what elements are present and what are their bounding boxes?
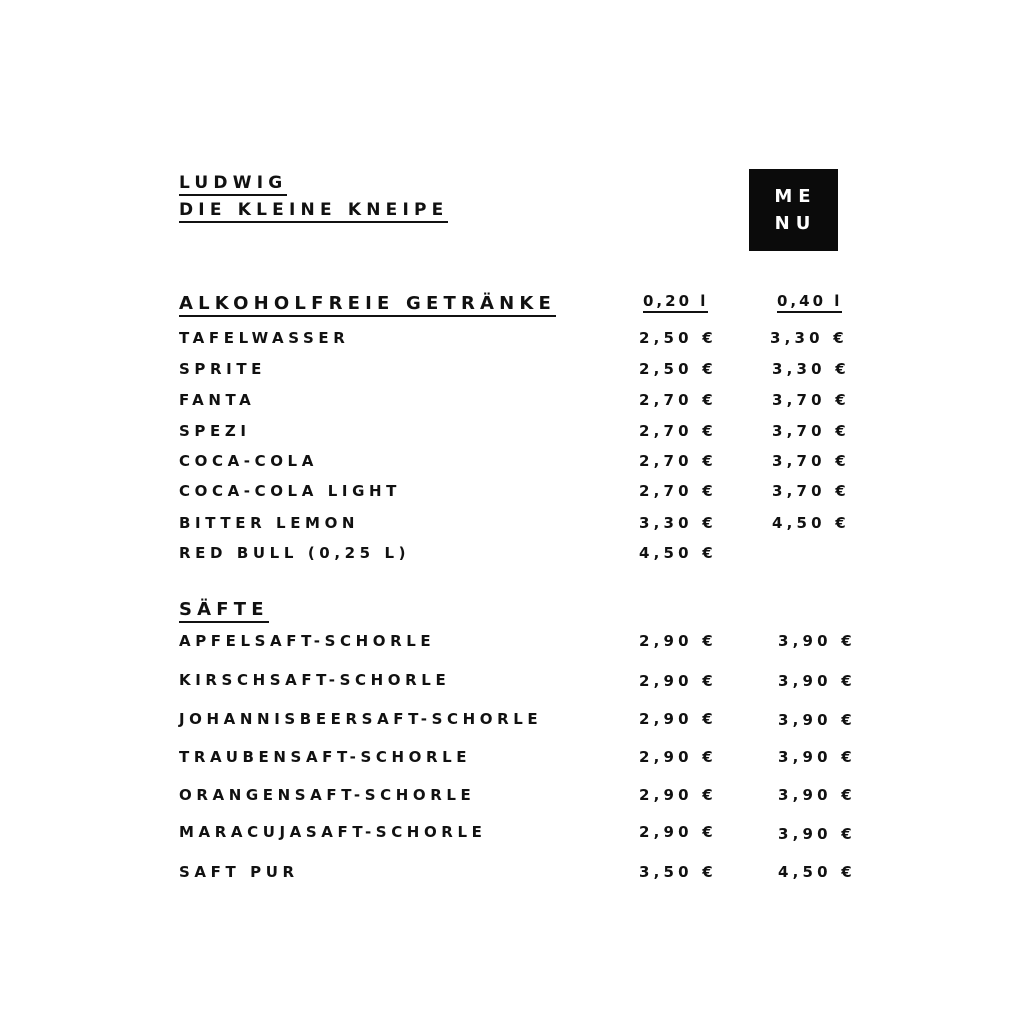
- item-price-small: 2,90 €: [639, 672, 717, 690]
- item-price-large: 4,50 €: [772, 514, 850, 532]
- item-price-small: 2,70 €: [639, 452, 717, 470]
- menu-row: [0, 481, 1024, 503]
- item-price-large: 3,90 €: [778, 825, 856, 843]
- item-name: TRAUBENSAFT-SCHORLE: [179, 748, 472, 766]
- item-name: APFELSAFT-SCHORLE: [179, 632, 436, 650]
- item-name: TAFELWASSER: [179, 329, 350, 347]
- item-price-large: 3,70 €: [772, 482, 850, 500]
- brand-header: [179, 170, 448, 224]
- menu-row: [0, 862, 1024, 884]
- menu-badge-line2: NU: [774, 213, 817, 234]
- item-price-small: 2,90 €: [639, 632, 717, 650]
- item-name: SAFT PUR: [179, 863, 299, 881]
- brand-tagline: DIE KLEINE KNEIPE: [179, 200, 448, 223]
- menu-row: [0, 822, 1024, 844]
- menu-row: [0, 785, 1024, 807]
- menu-row: [0, 709, 1024, 731]
- item-price-large: 3,90 €: [778, 672, 856, 690]
- item-name: RED BULL (0,25 L): [179, 544, 411, 562]
- item-name: BITTER LEMON: [179, 514, 360, 532]
- menu-row: [0, 631, 1024, 653]
- item-price-small: 2,50 €: [639, 360, 717, 378]
- item-price-small: 2,90 €: [639, 823, 717, 841]
- menu-row: [0, 670, 1024, 692]
- item-price-large: 3,70 €: [772, 452, 850, 470]
- item-price-small: 2,70 €: [639, 482, 717, 500]
- item-name: SPEZI: [179, 422, 251, 440]
- item-price-large: 3,30 €: [770, 329, 848, 347]
- item-name: SPRITE: [179, 360, 267, 378]
- item-price-large: 4,50 €: [778, 863, 856, 881]
- menu-row: [0, 451, 1024, 473]
- menu-badge: [749, 169, 838, 251]
- item-name: ORANGENSAFT-SCHORLE: [179, 786, 476, 804]
- brand-name: LUDWIG: [179, 173, 287, 196]
- item-price-large: 3,90 €: [778, 711, 856, 729]
- item-price-small: 3,50 €: [639, 863, 717, 881]
- item-price-large: 3,90 €: [778, 632, 856, 650]
- menu-row: [0, 543, 1024, 565]
- menu-row: [0, 390, 1024, 412]
- item-price-large: 3,70 €: [772, 422, 850, 440]
- section-title-non-alcoholic: ALKOHOLFREIE GETRÄNKE: [179, 294, 556, 317]
- item-name: COCA-COLA: [179, 452, 318, 470]
- item-price-small: 2,50 €: [639, 329, 717, 347]
- column-header-large: 0,40 l: [777, 293, 842, 313]
- menu-row: [0, 359, 1024, 381]
- item-price-small: 2,70 €: [639, 391, 717, 409]
- item-price-large: 3,70 €: [772, 391, 850, 409]
- column-header-small: 0,20 l: [643, 293, 708, 313]
- item-price-small: 2,70 €: [639, 422, 717, 440]
- item-price-small: 4,50 €: [639, 544, 717, 562]
- item-name: FANTA: [179, 391, 256, 409]
- item-price-large: 3,90 €: [778, 786, 856, 804]
- menu-row: [0, 328, 1024, 350]
- section-title-juices: SÄFTE: [179, 600, 269, 623]
- item-name: COCA-COLA LIGHT: [179, 482, 401, 500]
- item-name: KIRSCHSAFT-SCHORLE: [179, 671, 451, 689]
- menu-row: [0, 513, 1024, 535]
- item-price-small: 3,30 €: [639, 514, 717, 532]
- item-price-small: 2,90 €: [639, 748, 717, 766]
- menu-row: [0, 747, 1024, 769]
- item-name: MARACUJASAFT-SCHORLE: [179, 823, 487, 841]
- item-price-small: 2,90 €: [639, 786, 717, 804]
- item-price-small: 2,90 €: [639, 710, 717, 728]
- menu-row: [0, 421, 1024, 443]
- menu-badge-line1: ME: [774, 186, 817, 207]
- item-price-large: 3,90 €: [778, 748, 856, 766]
- item-price-large: 3,30 €: [772, 360, 850, 378]
- item-name: JOHANNISBEERSAFT-SCHORLE: [179, 710, 543, 728]
